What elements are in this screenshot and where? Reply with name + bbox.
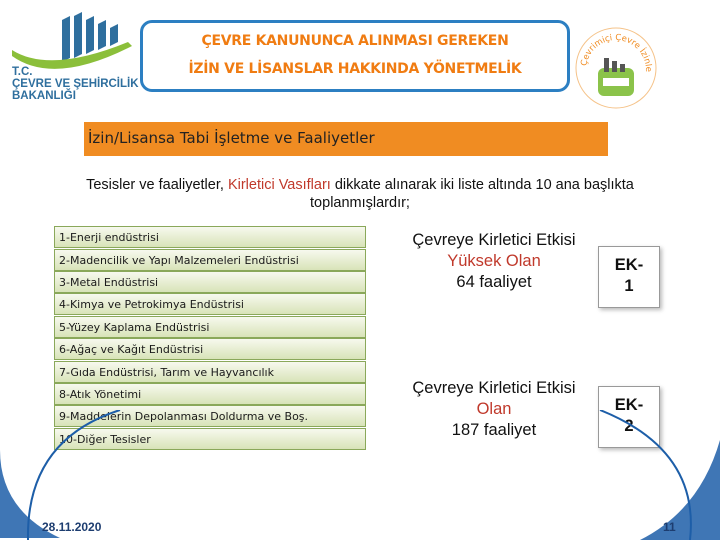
sector-item: 1-Enerji endüstrisi bbox=[54, 226, 366, 248]
sector-item: 5-Yüzey Kaplama Endüstrisi bbox=[54, 316, 366, 338]
sector-item: 6-Ağaç ve Kağıt Endüstrisi bbox=[54, 338, 366, 360]
category-label: Çevreye Kirletici Etkisi bbox=[412, 231, 576, 249]
category-qualifier: Yüksek Olan bbox=[447, 252, 541, 270]
category-high-impact bbox=[384, 230, 604, 293]
logo-line-tc: T.C. bbox=[12, 66, 33, 78]
annex-number: 1 bbox=[624, 277, 634, 295]
intro-text-part2: dikkate alınarak iki liste altında 10 ana başlıkta toplanmışlardır; bbox=[310, 177, 634, 211]
section-banner bbox=[84, 122, 608, 156]
annex-number: 2 bbox=[624, 417, 634, 435]
category-qualifier: Olan bbox=[476, 400, 512, 418]
online-permits-seal bbox=[568, 18, 664, 114]
footer-date: 28.11.2020 bbox=[42, 520, 102, 534]
logo-line-ministry: ÇEVRE VE ŞEHİRCİLİK bbox=[12, 78, 139, 90]
page-title-line2: İZİN VE LİSANSLAR HAKKINDA YÖNETMELİK bbox=[188, 61, 522, 77]
intro-paragraph bbox=[80, 176, 640, 212]
page-number: 11 bbox=[663, 520, 676, 534]
intro-text-part1: Tesisler ve faaliyetler, bbox=[86, 177, 228, 193]
annex-1-box bbox=[598, 246, 660, 308]
intro-highlight: Kirletici Vasıfları bbox=[227, 177, 331, 193]
seal-ring-text: Çevrimiçi Çevre İzinle bbox=[579, 32, 654, 73]
sector-item: 4-Kimya ve Petrokimya Endüstrisi bbox=[54, 293, 366, 315]
sector-item: 9-Maddelerin Depolanması Doldurma ve Boş. bbox=[54, 405, 366, 427]
banner-title: İzin/Lisansa Tabi İşletme ve Faaliyetler bbox=[88, 129, 375, 147]
sector-item: 3-Metal Endüstrisi bbox=[54, 271, 366, 293]
annex-label: EK- bbox=[614, 396, 644, 414]
annex-label: EK- bbox=[614, 256, 644, 274]
category-count: 64 faaliyet bbox=[456, 273, 532, 291]
category-label: Çevreye Kirletici Etkisi bbox=[412, 379, 576, 397]
sector-item: 8-Atık Yönetimi bbox=[54, 383, 366, 405]
footer-swoosh bbox=[0, 410, 720, 540]
category-count: 187 faaliyet bbox=[451, 421, 537, 439]
title-frame bbox=[140, 20, 570, 92]
sector-item: 7-Gıda Endüstrisi, Tarım ve Hayvancılık bbox=[54, 361, 366, 383]
sector-item: 10-Diğer Tesisler bbox=[54, 428, 366, 450]
sector-item: 2-Madencilik ve Yapı Malzemeleri Endüstrisi bbox=[54, 249, 366, 271]
logo-line-bakanlik: BAKANLIĞI bbox=[12, 90, 76, 102]
page-title-line1: ÇEVRE KANUNUNCA ALINMASI GEREKEN bbox=[201, 33, 509, 49]
